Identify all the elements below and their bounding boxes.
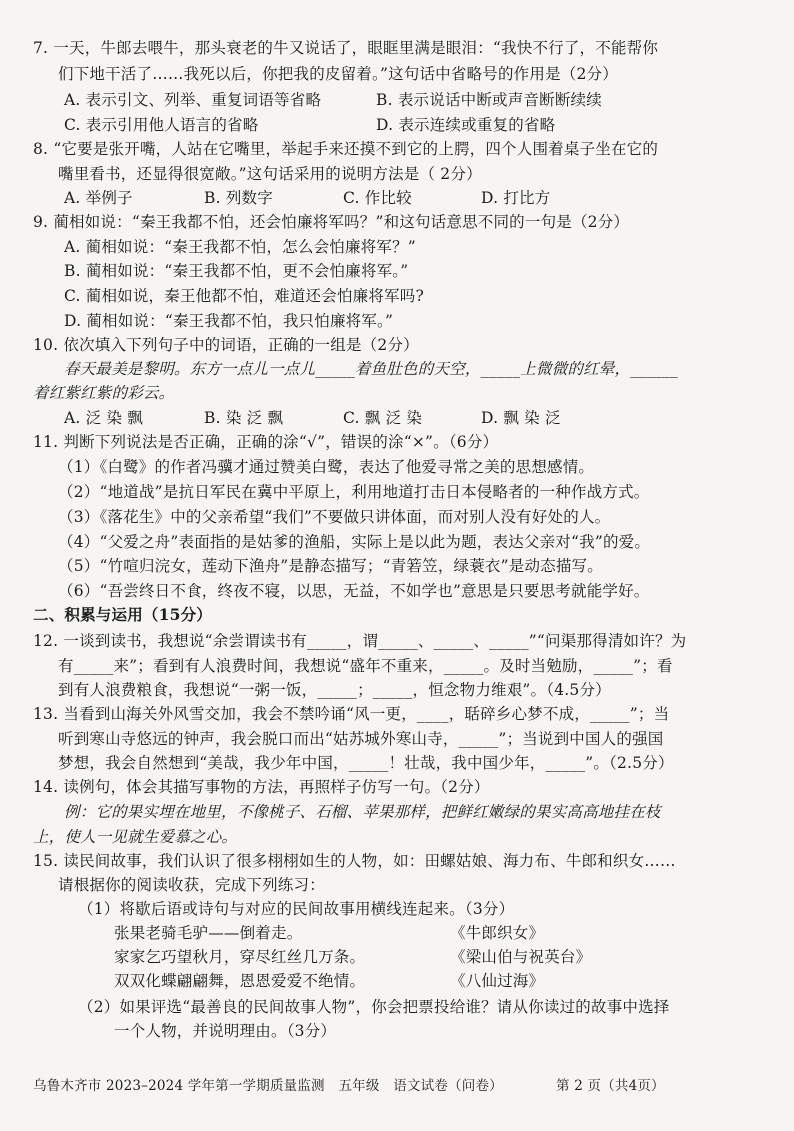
q7-option-c: C. 表示引用他人语言的省略 [64,116,259,134]
q12-line1: 12. 一谈到读书，我想说“余尝谓读书有_____，谓_____、_____、_____”“问渠那得清如许？为 [33,632,687,650]
q11-stem: 11. 判断下列说法是否正确，正确的涂“√”，错误的涂“×”。（6分） [33,433,499,451]
q14-example-line1: 例：它的果实埋在地里，不像桃子、石榴、苹果那样，把鲜红嫩绿的果实高高地挂在枝 [64,803,661,821]
q15-match-right-1: 《牛郎织女》 [450,924,545,942]
footer-page-number: 第 2 页（共4页） [556,1078,665,1094]
q11-statement-4: （4）“父爱之舟”表面指的是姑爹的渔船，实际上是以此为题，表达父亲对“我”的爱。 [58,533,651,551]
q12-line3: 到有人浪费粮食，我想说“一粥一饭，_____；_____，恒念物力维艰”。（4.5分） [58,681,611,699]
q9-stem: 9. 蔺相如说：“秦王我都不怕，还会怕廉将军吗？”和这句话意思不同的一句是（2分） [33,213,630,231]
q8-option-a: A. 举例子 [64,189,133,207]
q11-statement-3: （3）《落花生》中的父亲希望“我们”不要做只讲体面，而对别人没有好处的人。 [58,508,611,526]
q10-option-c: C. 飘 泛 染 [343,409,423,427]
q10-passage-line2: 着红紫红紫的彩云。 [33,384,175,402]
q13-line3: 梦想，我会自然想到“美哉，我少年中国，_____！壮哉，我中国少年，_____”。（2.5分） [58,754,674,772]
q8-option-b: B. 列数字 [204,189,273,207]
q7-option-b: B. 表示说话中断或声音断断续续 [376,91,602,109]
q15-stem-line2: 请根据你的阅读收获，完成下列练习： [58,876,325,894]
q14-stem: 14. 读例句，体会其描写事物的方法，再照样子仿写一句。（2分） [33,778,490,796]
q15-match-left-1: 张果老骑毛驴——倒着走。 [114,924,303,942]
q10-option-d: D. 飘 染 泛 [481,409,561,427]
q9-option-d: D. 蔺相如说：“秦王我都不怕，我只怕廉将军。” [64,312,394,330]
q7-option-a: A. 表示引文、列举、重复词语等省略 [64,91,322,109]
q10-passage-line1: 春天最美是黎明。东方一点儿一点儿_____着鱼肚色的天空，_____上微微的红晕，______ [64,360,678,378]
q7-option-d: D. 表示连续或重复的省略 [376,116,556,134]
q13-line1: 13. 当看到山海关外风雪交加，我会不禁吟诵“风一更，____，聒碎乡心梦不成，_____”；当 [33,705,670,723]
footer-exam-info: 乌鲁木齐市 2023–2024 学年第一学期质量监测 五年级 语文试卷（问卷） [33,1078,503,1094]
q15-match-left-2: 家家乞巧望秋月，穿尽红丝几万条。 [114,948,366,966]
q15-sub2-line1: （2）如果评选“最善良的民间故事人物”，你会把票投给谁？请从你读过的故事中选择 [78,998,670,1016]
q9-option-a: A. 蔺相如说：“秦王我都不怕，怎么会怕廉将军？” [64,238,416,256]
q9-option-c: C. 蔺相如说，秦王他都不怕，难道还会怕廉将军吗? [64,287,424,305]
q11-statement-2: （2）“地道战”是抗日军民在冀中平原上，利用地道打击日本侵略者的一种作战方式。 [58,483,650,501]
q13-line2: 听到寒山寺悠远的钟声，我会脱口而出“姑苏城外寒山寺，_____”；当说到中国人的强国 [58,730,664,748]
q14-example-line2: 上，使人一见就生爱慕之心。 [33,828,238,846]
q8-stem-line1: 8. “它要是张开嘴，人站在它嘴里，举起手来还摸不到它的上腭，四个人围着桌子坐在它的 [33,140,659,158]
q7-stem-line2: 们下地干活了……我死以后，你把我的皮留着。”这句话中省略号的作用是（2分） [58,65,618,83]
q15-match-left-3: 双双化蝶翩翩舞，恩恩爱爱不绝情。 [114,972,366,990]
q8-option-c: C. 作比较 [343,189,412,207]
q10-option-b: B. 染 泛 飘 [204,409,284,427]
q8-option-d: D. 打比方 [481,189,551,207]
q11-statement-6: （6）“吾尝终日不食，终夜不寝，以思，无益，不如学也”意思是只要思考就能学好。 [58,582,650,600]
q9-option-b: B. 蔺相如说：“秦王我都不怕，更不会怕廉将军。” [64,262,409,280]
q15-match-right-3: 《八仙过海》 [450,972,545,990]
section-2-heading: 二、积累与运用（15分） [33,605,212,624]
q8-stem-line2: 嘴里看书，还显得很宽敞。”这句话采用的说明方法是（ 2分） [58,165,482,183]
q15-sub1-instruction: （1）将歇后语或诗句与对应的民间故事用横线连起来。（3分） [78,900,515,918]
q11-statement-1: （1）《白鹭》的作者冯骥才通过赞美白鹭，表达了他爱寻常之美的思想感情。 [58,458,595,476]
q11-statement-5: （5）“竹喧归浣女，莲动下渔舟”是静态描写；“青箬笠，绿蓑衣”是动态描写。 [58,557,603,575]
q15-match-right-2: 《梁山伯与祝英台》 [450,948,592,966]
q12-line2: 有_____来”；看到有人浪费时间，我想说“盛年不重来，_____。及时当勉励，_____”；看 [58,657,673,675]
q15-sub2-line2: 一个人物，并说明理由。（3分） [114,1022,337,1040]
q10-option-a: A. 泛 染 飘 [64,409,144,427]
q10-stem: 10. 依次填入下列句子中的词语，正确的一组是（2分） [33,336,419,354]
q15-stem-line1: 15. 读民间故事，我们认识了很多栩栩如生的人物，如：田螺姑娘、海力布、牛郎和织女…… [33,852,676,870]
q7-stem-line1: 7. 一天，牛郎去喂牛，那头衰老的牛又说话了，眼眶里满是眼泪：“我快不行了，不能帮你 [33,39,659,57]
